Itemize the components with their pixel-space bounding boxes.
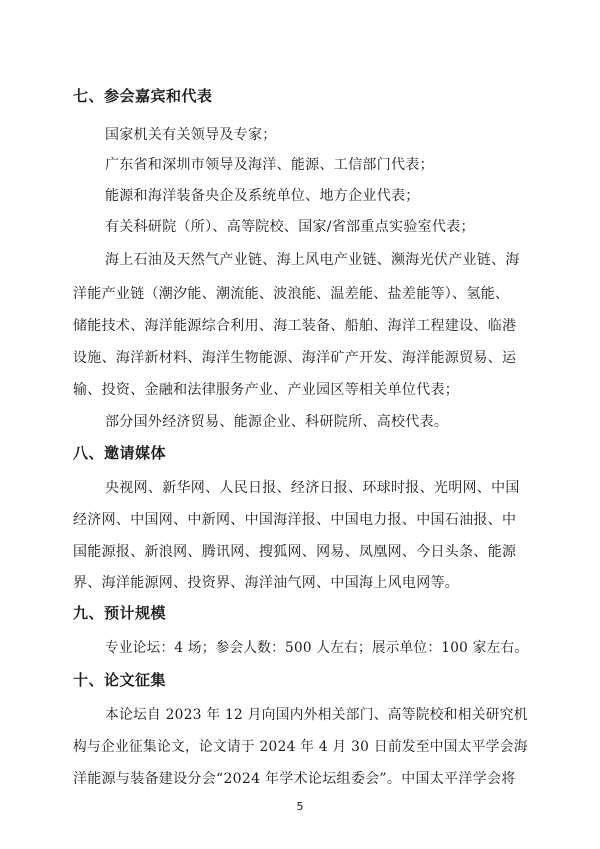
media-line-1: 央视网、新华网、人民日报、经济日报、环球时报、光明网、中国 [105, 480, 520, 496]
guests-line-3: 能源和海洋装备央企及系统单位、地方企业代表； [105, 188, 420, 204]
section-heading-scale: 九、预计规模 [73, 604, 167, 622]
section-heading-guests: 七、参会嘉宾和代表 [73, 87, 213, 105]
papers-line-1: 本论坛自 2023 年 12 月向国内外相关部门、高等院校和相关研究机 [105, 707, 528, 723]
guests-line-8: 设施、海洋新材料、海洋生物能源、海洋矿产开发、海洋能源贸易、运 [73, 350, 517, 366]
guests-line-7: 储能技术、海洋能源综合利用、海工装备、船舶、海洋工程建设、临港 [73, 318, 517, 334]
scale-line-1: 专业论坛：4 场；参会人数：500 人左右；展示单位：100 家左右。 [105, 640, 529, 656]
papers-line-3: 洋能源与装备建设分会“2024 年学术论坛组委会”。中国太平洋学会将 [73, 771, 516, 787]
media-line-2: 经济网、中国网、中新网、中国海洋报、中国电力报、中国石油报、中 [73, 512, 517, 528]
papers-line-2: 构与企业征集论文，论文请于 2024 年 4 月 30 日前发至中国太平学会海 [73, 739, 528, 755]
guests-line-10: 部分国外经济贸易、能源企业、科研院所、高校代表。 [105, 414, 449, 430]
guests-line-6: 洋能产业链（潮汐能、潮流能、波浪能、温差能、盐差能等）、氢能、 [73, 286, 510, 302]
guests-line-2: 广东省和深圳市领导及海洋、能源、工信部门代表； [105, 157, 434, 173]
guests-line-4: 有关科研院（所）、高等院校、国家/省部重点实验室代表； [105, 219, 475, 235]
guests-line-1: 国家机关有关领导及专家； [105, 127, 277, 143]
media-line-3: 国能源报、新浪网、腾讯网、搜狐网、网易、凤凰网、今日头条、能源 [73, 544, 517, 560]
section-heading-papers: 十、论文征集 [73, 671, 167, 689]
page-number: 5 [296, 800, 304, 813]
guests-line-5: 海上石油及天然气产业链、海上风电产业链、濒海光伏产业链、海 [105, 252, 520, 268]
guests-line-9: 输、投资、金融和法律服务产业、产业园区等相关单位代表； [73, 382, 460, 398]
media-line-4: 界、海洋能源网、投资界、海洋油气网、中国海上风电网等。 [73, 575, 460, 591]
section-heading-media: 八、邀请媒体 [73, 444, 167, 462]
